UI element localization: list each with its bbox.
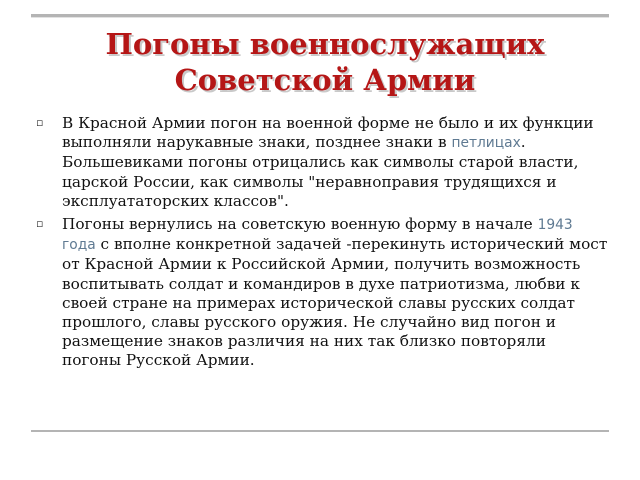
bullet-item-1	[36, 114, 608, 211]
link-1943-year[interactable]: 1943 года	[62, 217, 573, 254]
title-line-1: Погоны военнослужащих	[105, 27, 545, 61]
bullet-list	[36, 114, 608, 375]
slide-title	[40, 26, 610, 98]
bullet-1-text-start: В Красной Армии погон на военной форме не было и их функции выполняли нарукавные знаки, позднее знаки в	[62, 114, 594, 152]
title-line-2: Советской Армии	[174, 63, 476, 97]
bullet-1-text-end: . Большевиками погоны отрицались как символы старой власти, царской России, как символы "неравноправия трудящихся и эксплуататорских классов".	[62, 133, 579, 210]
top-divider	[31, 14, 609, 18]
bullet-item-2	[36, 215, 608, 371]
bullet-2-text-start: Погоны вернулись на советскую военную форму в начале	[62, 215, 538, 234]
bullet-2-text-end: с вполне конкретной задачей -перекинуть исторический мост от Красной Армии к Российской Армии, получить возможность воспитывать солдат и командиров в духе патриотизма, любви к своей стране на примерах исторической славы русских солдат прошлого, славы русского оружия. Не случайно вид погон и размещение знаков различия на них так близко повторяли погоны Русской Армии.	[62, 235, 608, 370]
square-bullet-icon: ▫	[36, 116, 44, 129]
link-petlitsy[interactable]: петлицах	[451, 135, 521, 152]
square-bullet-icon: ▫	[36, 217, 44, 231]
bottom-divider	[31, 430, 609, 432]
